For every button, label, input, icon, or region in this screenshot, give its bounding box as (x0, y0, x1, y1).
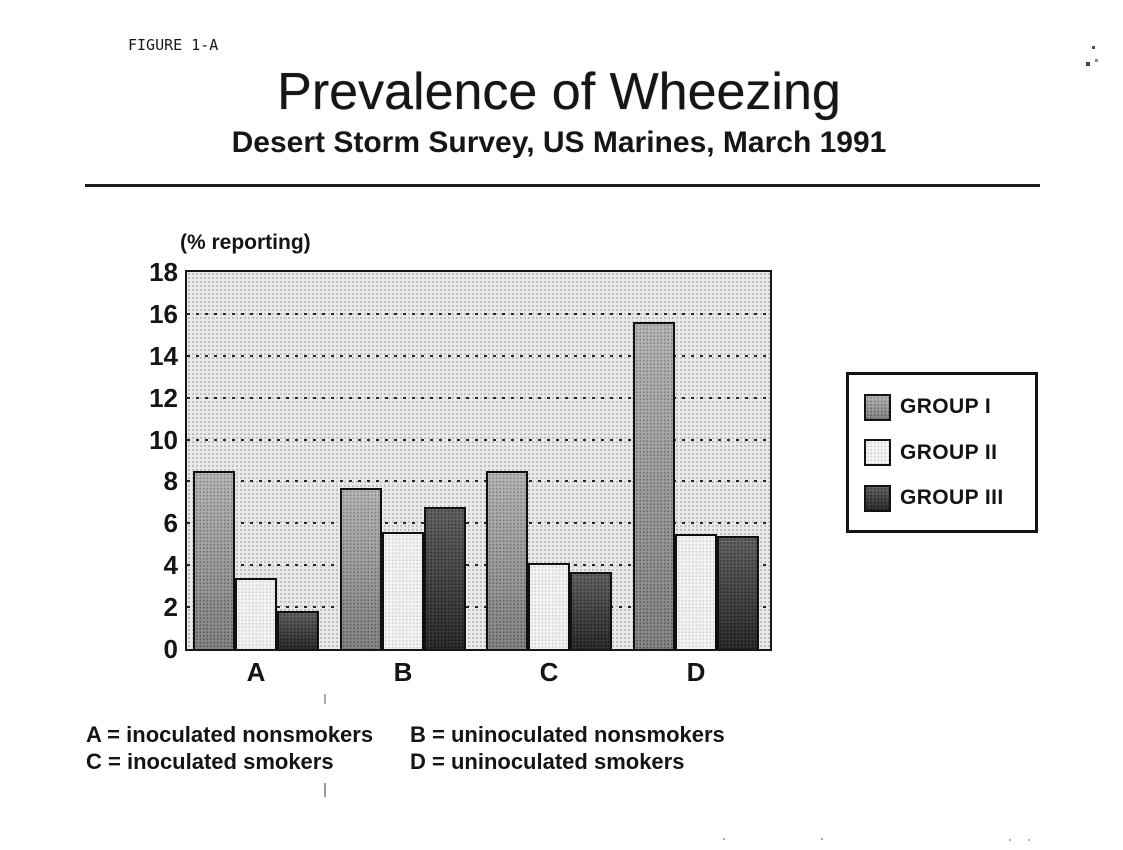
y-tick-0: 0 (163, 634, 178, 664)
scan-speck (723, 838, 725, 840)
legend-swatch-1 (864, 394, 891, 421)
x-tick-B: B (393, 657, 413, 687)
legend-item-2 (864, 439, 1035, 466)
bar-C-group-iii (570, 572, 612, 649)
legend-label-2: GROUP II (900, 440, 998, 464)
legend-item-1 (864, 394, 1035, 421)
footnote (86, 721, 725, 775)
y-tick-8: 8 (163, 466, 178, 497)
footnote-c: C = inoculated smokers (86, 749, 334, 774)
legend-label-3: GROUP III (900, 486, 1004, 509)
y-tick-16: 16 (149, 298, 178, 329)
y-tick-6: 6 (163, 508, 178, 539)
legend-item-3 (864, 485, 1035, 512)
gridline-14 (187, 355, 770, 357)
gridline-6 (187, 522, 770, 524)
scan-speck (1028, 839, 1030, 841)
bar-D-group-i (633, 322, 675, 649)
scan-speck (324, 783, 326, 797)
y-axis-title: (% reporting) (180, 231, 311, 254)
scan-speck (1086, 62, 1090, 66)
x-tick-D: D (686, 657, 706, 687)
bar-A-group-ii (235, 578, 277, 649)
legend-label-1: GROUP I (900, 395, 992, 418)
bar-A-group-iii (277, 611, 319, 649)
y-tick-2: 2 (163, 592, 178, 623)
bar-D-group-iii (717, 536, 759, 649)
scan-speck (1095, 59, 1098, 62)
y-tick-12: 12 (149, 382, 178, 413)
gridline-12 (187, 397, 770, 399)
plot-area (185, 270, 772, 651)
gridline-16 (187, 313, 770, 315)
bar-C-group-ii (528, 563, 570, 649)
bar-D-group-ii (675, 534, 717, 649)
gridline-8 (187, 480, 770, 482)
bar-B-group-iii (424, 507, 466, 649)
legend-box (846, 372, 1038, 533)
x-tick-A: A (246, 657, 266, 687)
scan-speck (1092, 46, 1095, 49)
y-tick-10: 10 (149, 424, 178, 455)
footnote-d: D = uninoculated smokers (410, 749, 685, 774)
bar-A-group-i (193, 471, 235, 649)
scan-speck (1009, 839, 1011, 841)
y-tick-4: 4 (163, 550, 178, 581)
legend-swatch-3 (864, 485, 891, 512)
y-tick-14: 14 (149, 340, 178, 371)
figure-label: FIGURE 1-A (128, 36, 219, 54)
scan-speck (324, 694, 326, 704)
gridline-10 (187, 439, 770, 441)
x-tick-C: C (539, 657, 559, 687)
scan-speck (821, 838, 823, 840)
bar-B-group-i (340, 488, 382, 649)
footnote-a: A = inoculated nonsmokers (86, 722, 374, 747)
chart-title: Prevalence of Wheezing (277, 63, 841, 121)
header-divider (85, 184, 1040, 187)
footnote-b: B = uninoculated nonsmokers (410, 722, 725, 747)
legend-swatch-2 (864, 439, 891, 466)
chart-subtitle: Desert Storm Survey, US Marines, March 1991 (231, 126, 887, 159)
bar-B-group-ii (382, 532, 424, 649)
y-tick-18: 18 (149, 257, 178, 287)
bar-C-group-i (486, 471, 528, 649)
